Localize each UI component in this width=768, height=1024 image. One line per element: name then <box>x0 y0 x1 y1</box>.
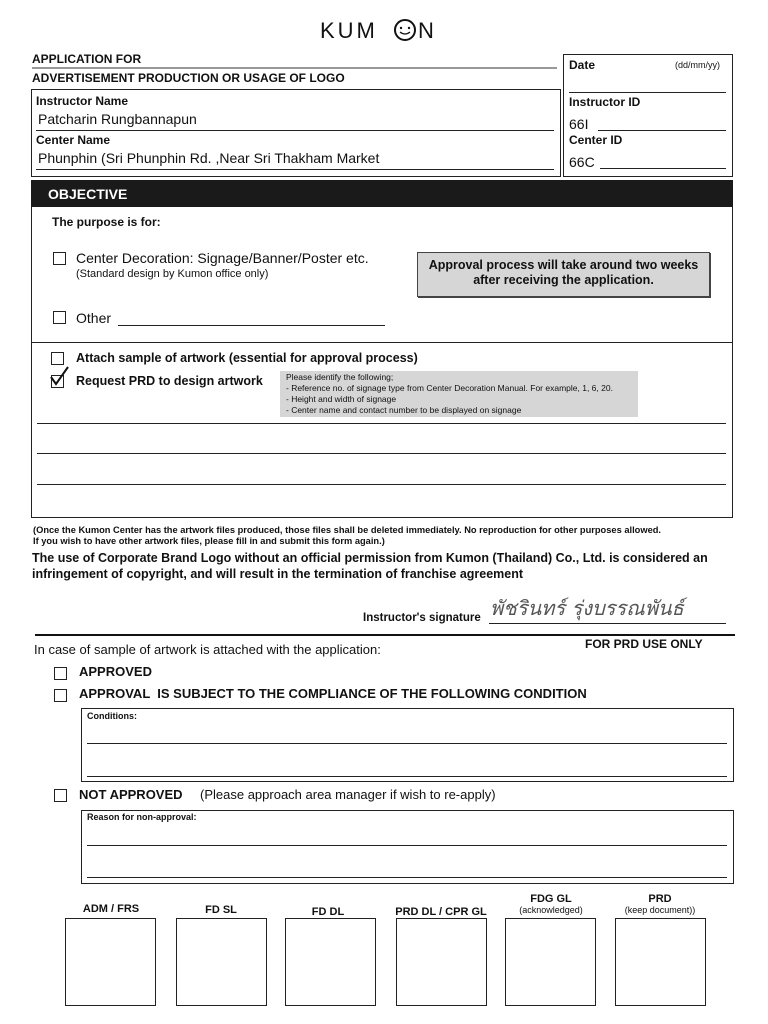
instructor-name-label: Instructor Name <box>36 94 129 108</box>
conditions-line[interactable] <box>87 743 727 744</box>
prd-divider <box>35 634 735 636</box>
reason-line[interactable] <box>87 877 727 878</box>
instructor-name-field[interactable]: Patcharin Rungbannapun <box>38 111 197 127</box>
conditions-line[interactable] <box>87 776 727 777</box>
identify-line: - Center name and contact number to be displayed on signage <box>286 405 522 415</box>
signoff-box-fdggl[interactable] <box>505 918 596 1006</box>
identify-line: - Reference no. of signage type from Center Decoration Manual. For example, 1, 6, 20. <box>286 383 613 393</box>
signoff-header-prddl: PRD DL / CPR GL <box>395 906 487 918</box>
conditions-label: Conditions: <box>87 711 137 721</box>
copyright-notice-line2: infringement of copyright, and will result in the termination of franchise agreement <box>32 567 524 581</box>
details-line[interactable] <box>37 423 726 424</box>
other-label: Other <box>76 310 112 326</box>
center-decoration-label: Center Decoration: Signage/Banner/Poster etc. <box>76 250 369 266</box>
center-underline <box>36 169 554 170</box>
approval-note-box: Approval process will take around two weeks after receiving the application. <box>417 252 710 297</box>
signoff-header-fdggl: FDG GL (acknowledged) <box>519 893 583 915</box>
center-id-underline <box>600 168 726 169</box>
not-approved-label: NOT APPROVED <box>79 787 183 802</box>
instructor-id-field[interactable]: 66I <box>569 116 589 132</box>
conditional-approval-checkbox[interactable] <box>54 689 67 702</box>
reason-line[interactable] <box>87 845 727 846</box>
details-line[interactable] <box>37 484 726 485</box>
objective-divider <box>31 342 733 343</box>
kumon-logo <box>320 16 450 46</box>
title-underline <box>32 67 557 69</box>
date-label: Date <box>569 58 596 72</box>
sample-note: In case of sample of artwork is attached with the application: <box>34 642 381 657</box>
deletion-notice-line1: (Once the Kumon Center has the artwork files produced, those files shall be deleted immediately. No reproduction for other purposes allowed. <box>33 525 661 535</box>
signoff-box-fdsl[interactable] <box>176 918 267 1006</box>
form-title-line2: ADVERTISEMENT PRODUCTION OR USAGE OF LOGO <box>32 71 345 85</box>
name-underline <box>36 130 554 131</box>
details-line[interactable] <box>37 453 726 454</box>
center-decoration-checkbox[interactable] <box>53 252 66 265</box>
not-approved-note: (Please approach area manager if wish to re-apply) <box>200 787 496 802</box>
center-id-label: Center ID <box>569 133 623 147</box>
signoff-header-fdsl: FD SL <box>205 904 237 916</box>
instructor-id-label: Instructor ID <box>569 95 641 109</box>
center-id-field[interactable]: 66C <box>569 154 595 170</box>
signoff-box-fddl[interactable] <box>285 918 376 1006</box>
not-approved-checkbox[interactable] <box>54 789 67 802</box>
signoff-box-prd[interactable] <box>615 918 706 1006</box>
identify-box <box>280 371 638 417</box>
approved-label: APPROVED <box>79 664 152 679</box>
date-format: (dd/mm/yy) <box>675 60 720 70</box>
svg-text:N: N <box>418 18 434 43</box>
conditions-box <box>81 708 734 782</box>
other-checkbox[interactable] <box>53 311 66 324</box>
other-underline[interactable] <box>118 325 385 326</box>
objective-header <box>31 180 733 207</box>
signature-label: Instructor's signature <box>363 612 481 624</box>
attach-sample-label: Attach sample of artwork (essential for approval process) <box>76 351 418 365</box>
signoff-header-prd: PRD (keep document)) <box>624 893 696 915</box>
deletion-notice-line2: If you wish to have other artwork files, please fill in and submit this form again.) <box>33 536 385 546</box>
approved-checkbox[interactable] <box>54 667 67 680</box>
checkmark-icon <box>48 365 70 387</box>
attach-sample-checkbox[interactable] <box>51 352 64 365</box>
objective-box <box>31 180 733 518</box>
request-prd-label: Request PRD to design artwork <box>76 374 263 388</box>
center-decoration-note: (Standard design by Kumon office only) <box>76 268 269 280</box>
center-name-label: Center Name <box>36 133 111 147</box>
form-title-line1: APPLICATION FOR <box>32 52 142 66</box>
signoff-box-prddl[interactable] <box>396 918 487 1006</box>
signoff-header-fddl: FD DL <box>311 906 345 918</box>
for-prd-label: FOR PRD USE ONLY <box>585 637 703 651</box>
copyright-notice-line1: The use of Corporate Brand Logo without an official permission from Kumon (Thailand) Co., Ltd. is considered an <box>32 551 708 565</box>
signature-handwriting: พัชรินทร์ รุ่งบรรณพันธ์ <box>490 596 684 620</box>
purpose-label: The purpose is for: <box>52 215 161 229</box>
identify-line: - Height and width of signage <box>286 394 397 404</box>
date-underline <box>569 92 726 93</box>
reason-label: Reason for non-approval: <box>87 812 197 822</box>
center-name-field[interactable]: Phunphin (Sri Phunphin Rd. ,Near Sri Thakham Market <box>38 150 380 166</box>
signoff-box-adm[interactable] <box>65 918 156 1006</box>
objective-title: OBJECTIVE <box>48 186 128 202</box>
signoff-header-adm: ADM / FRS <box>82 903 140 915</box>
svg-text:KUM: KUM <box>320 18 378 43</box>
identify-line: Please identify the following; <box>286 372 394 382</box>
instructor-id-underline <box>598 130 726 131</box>
conditional-approval-label: APPROVAL IS SUBJECT TO THE COMPLIANCE OF THE FOLLOWING CONDITION <box>79 686 587 701</box>
signature-underline[interactable] <box>489 623 726 624</box>
